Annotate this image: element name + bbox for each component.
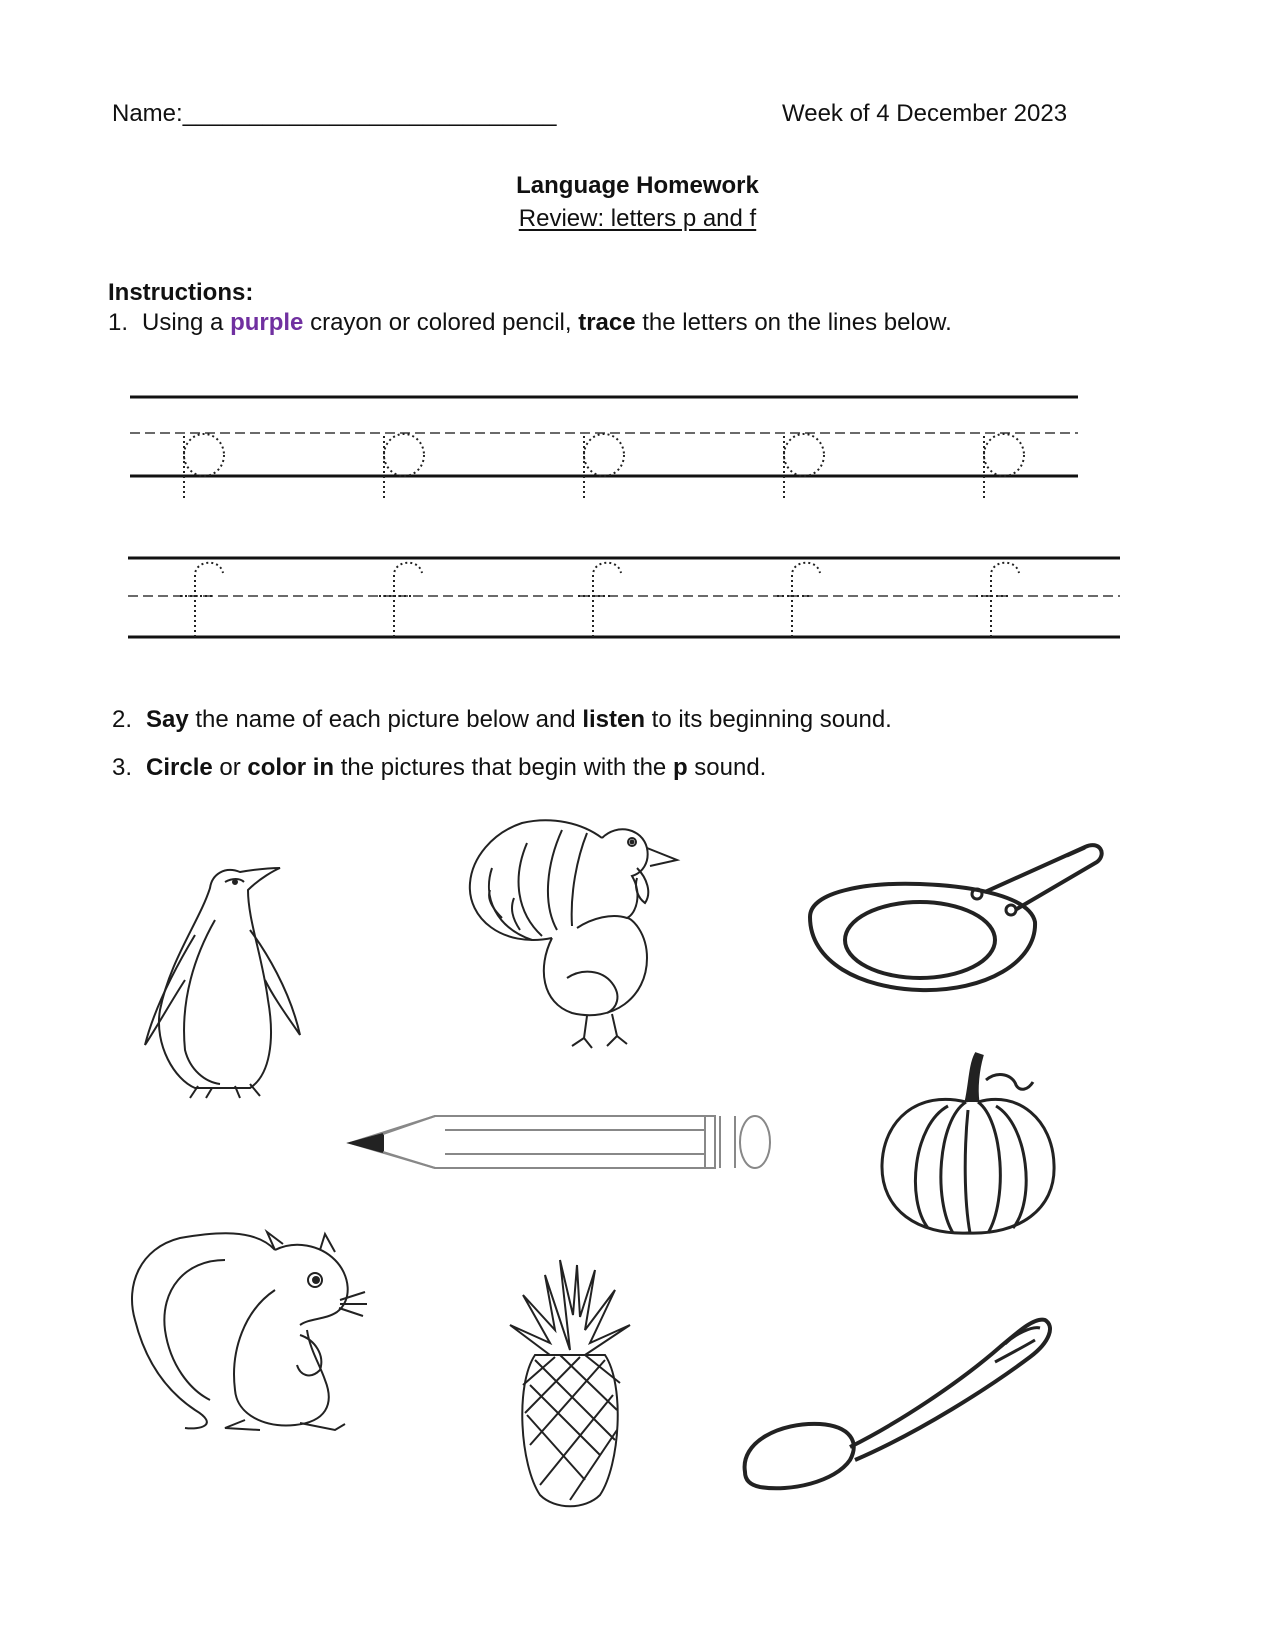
pan-icon[interactable] bbox=[805, 832, 1110, 997]
week-label: Week of 4 December 2023 bbox=[782, 100, 1068, 127]
turkey-icon[interactable] bbox=[462, 818, 687, 1053]
name-label: Name: bbox=[112, 100, 183, 127]
trace-letter-f-shape[interactable] bbox=[777, 563, 820, 637]
trace-letter-p-shape[interactable] bbox=[784, 434, 824, 500]
spoon-icon[interactable] bbox=[740, 1312, 1055, 1494]
purple-word: purple bbox=[230, 309, 304, 336]
instruction-3-text-c: sound. bbox=[687, 754, 767, 781]
color-in-word: color in bbox=[247, 754, 335, 781]
instruction-3 bbox=[112, 754, 766, 782]
tracing-row-p[interactable] bbox=[0, 0, 1275, 700]
instruction-3-number: 3. bbox=[112, 754, 133, 781]
instruction-2-number: 2. bbox=[112, 706, 133, 733]
instructions-heading: Instructions: bbox=[108, 279, 254, 306]
trace-letter-f-shape[interactable] bbox=[976, 563, 1019, 637]
p-letter-word: p bbox=[672, 754, 688, 781]
instruction-2-text-a: the name of each picture below and bbox=[188, 706, 583, 733]
instruction-1-text-c: the letters on the lines below. bbox=[635, 309, 952, 336]
trace-letter-f-shape[interactable] bbox=[379, 563, 422, 637]
pineapple-icon[interactable] bbox=[505, 1255, 635, 1510]
trace-letter-f-shape[interactable] bbox=[578, 563, 621, 637]
instruction-1-number: 1. bbox=[108, 309, 129, 336]
instruction-3-text-b: the pictures that begin with the bbox=[334, 754, 673, 781]
instruction-1-text-b: crayon or colored pencil, bbox=[303, 309, 579, 336]
instruction-1-text-a: Using a bbox=[142, 309, 231, 336]
pumpkin-icon[interactable] bbox=[878, 1050, 1058, 1240]
name-blank[interactable]: ____________________________ bbox=[182, 100, 557, 127]
pencil-icon[interactable] bbox=[345, 1110, 775, 1174]
listen-word: listen bbox=[582, 706, 645, 733]
squirrel-icon[interactable] bbox=[125, 1230, 370, 1440]
trace-word: trace bbox=[578, 309, 636, 336]
instruction-2-text-b: to its beginning sound. bbox=[645, 706, 892, 733]
subtitle-text: Review: letters p and f bbox=[518, 205, 757, 232]
say-word: Say bbox=[146, 706, 189, 733]
circle-word: Circle bbox=[146, 754, 213, 781]
page-title: Language Homework bbox=[516, 172, 759, 199]
instruction-3-text-a: or bbox=[212, 754, 248, 781]
trace-letter-f-shape[interactable] bbox=[180, 563, 223, 637]
instruction-2 bbox=[112, 706, 892, 734]
trace-letter-p-shape[interactable] bbox=[984, 434, 1024, 500]
penguin-icon[interactable] bbox=[140, 860, 310, 1100]
trace-letter-p-shape[interactable] bbox=[184, 434, 224, 500]
trace-letter-p-shape[interactable] bbox=[384, 434, 424, 500]
trace-letter-p-shape[interactable] bbox=[584, 434, 624, 500]
